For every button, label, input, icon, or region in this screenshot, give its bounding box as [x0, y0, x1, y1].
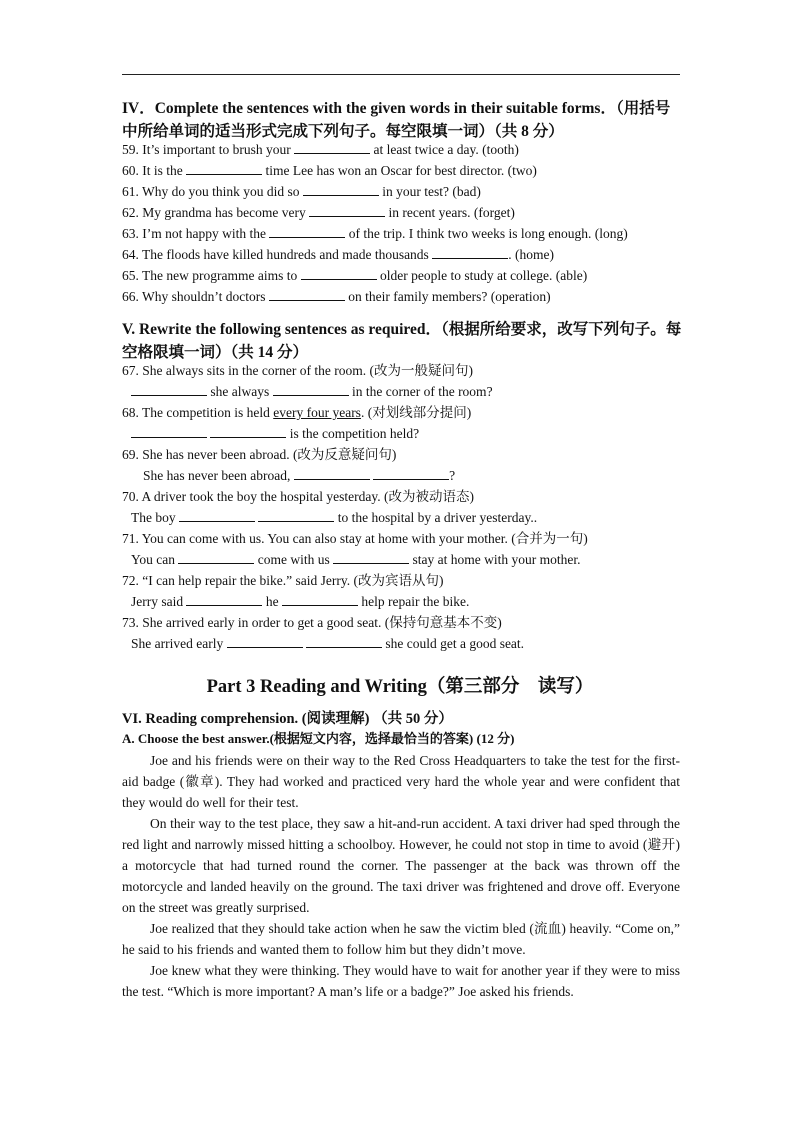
passage-paragraph-4: Joe knew what they were thinking. They would have to wait for another year if they were to miss the test. “Which is more important? A man’s life or a badge?” Joe asked his friends.: [122, 963, 680, 999]
answer-blank[interactable]: [282, 593, 358, 606]
answer-blank[interactable]: [269, 225, 345, 238]
question-62: 62. My grandma has become very in recent years. (forget): [122, 205, 515, 220]
answer-blank[interactable]: [269, 288, 345, 301]
passage-paragraph-2: On their way to the test place, they saw a hit-and-run accident. A taxi driver had sped through the red light and narrowly missed hitting a schoolboy. However, he could not stop in time to avoid (避开) a motorcycle that had turned round the corner. The passenger at the back was thrown off the motorcycle and landed heavily on the ground. The taxi driver was frightened and drove off. Everyone on the street was greatly surprised.: [122, 816, 680, 915]
question-66: 66. Why shouldn’t doctors on their family members? (operation): [122, 289, 551, 304]
answer-blank[interactable]: [306, 635, 382, 648]
passage-paragraph-1: Joe and his friends were on their way to the Red Cross Headquarters to take the test for the first-aid badge (徽章). They had worked and practiced very hard the whole year and were confident that they would do well for their test.: [122, 753, 680, 810]
answer-blank[interactable]: [131, 383, 207, 396]
answer-line-68: is the competition held?: [131, 425, 691, 443]
header-rule: [122, 74, 680, 75]
answer-blank[interactable]: [186, 593, 262, 606]
answer-blank[interactable]: [373, 467, 449, 480]
answer-blank[interactable]: [294, 467, 370, 480]
section-5-title: V. Rewrite the following sentences as required．（根据所给要求，改写下列句子。每空格限填一词）（共 14 分）: [122, 321, 682, 361]
answer-blank[interactable]: [179, 509, 255, 522]
question-68: 68. The competition is held every four years. (对划线部分提问): [122, 405, 472, 420]
answer-blank[interactable]: [294, 141, 370, 154]
question-60: 60. It is the time Lee has won an Oscar for best director. (two): [122, 163, 537, 178]
question-71: 71. You can come with us. You can also stay at home with your mother. (合并为一句): [122, 531, 588, 546]
answer-blank[interactable]: [309, 204, 385, 217]
answer-line-73: She arrived early she could get a good seat.: [131, 636, 525, 651]
question-69: 69. She has never been abroad. (改为反意疑问句): [122, 447, 397, 462]
section-6-title: VI. Reading comprehension. (阅读理解) （共 50 分）: [122, 711, 453, 727]
answer-line-67: she always in the corner of the room?: [131, 383, 691, 401]
answer-blank[interactable]: [186, 162, 262, 175]
question-65: 65. The new programme aims to older people to study at college. (able): [122, 268, 588, 283]
answer-line-72: Jerry said he help repair the bike.: [131, 594, 470, 609]
question-70: 70. A driver took the boy the hospital yesterday. (改为被动语态): [122, 489, 474, 504]
question-72: 72. “I can help repair the bike.” said Jerry. (改为宾语从句): [122, 573, 444, 588]
part-3-title: Part 3 Reading and Writing（第三部分 读写）: [206, 677, 594, 697]
answer-blank[interactable]: [178, 551, 254, 564]
question-61: 61. Why do you think you did so in your test? (bad): [122, 184, 481, 199]
answer-blank[interactable]: [273, 383, 349, 396]
underlined-phrase: every four years: [273, 405, 361, 420]
answer-blank[interactable]: [432, 246, 508, 259]
section-4-title: IV．Complete the sentences with the given words in their suitable forms．（用括号中所给单词的适当形式完成下列句子。每空限填一词）（共 8 分）: [122, 100, 671, 140]
answer-line-71: You can come with us stay at home with your mother.: [131, 552, 581, 567]
question-67: 67. She always sits in the corner of the room. (改为一般疑问句): [122, 363, 473, 378]
answer-line-70: The boy to the hospital by a driver yesterday..: [131, 510, 538, 525]
question-59: 59. It’s important to brush your at least twice a day. (tooth): [122, 142, 519, 157]
answer-blank[interactable]: [333, 551, 409, 564]
answer-blank[interactable]: [303, 183, 379, 196]
answer-blank[interactable]: [131, 425, 207, 438]
question-63: 63. I’m not happy with the of the trip. I think two weeks is long enough. (long): [122, 226, 628, 241]
answer-blank[interactable]: [227, 635, 303, 648]
answer-line-69: She has never been abroad, ?: [143, 468, 456, 483]
subsection-a-title: A. Choose the best answer.(根据短文内容，选择最恰当的答案) (12 分): [122, 731, 515, 746]
question-64: 64. The floods have killed hundreds and made thousands . (home): [122, 247, 554, 262]
passage-paragraph-3: Joe realized that they should take action when he saw the victim bled (流血) heavily. “Come on,” he said to his friends and wanted them to follow him but they didn’t move.: [122, 921, 680, 957]
answer-blank[interactable]: [210, 425, 286, 438]
answer-blank[interactable]: [301, 267, 377, 280]
question-73: 73. She arrived early in order to get a good seat. (保持句意基本不变): [122, 615, 502, 630]
answer-blank[interactable]: [258, 509, 334, 522]
